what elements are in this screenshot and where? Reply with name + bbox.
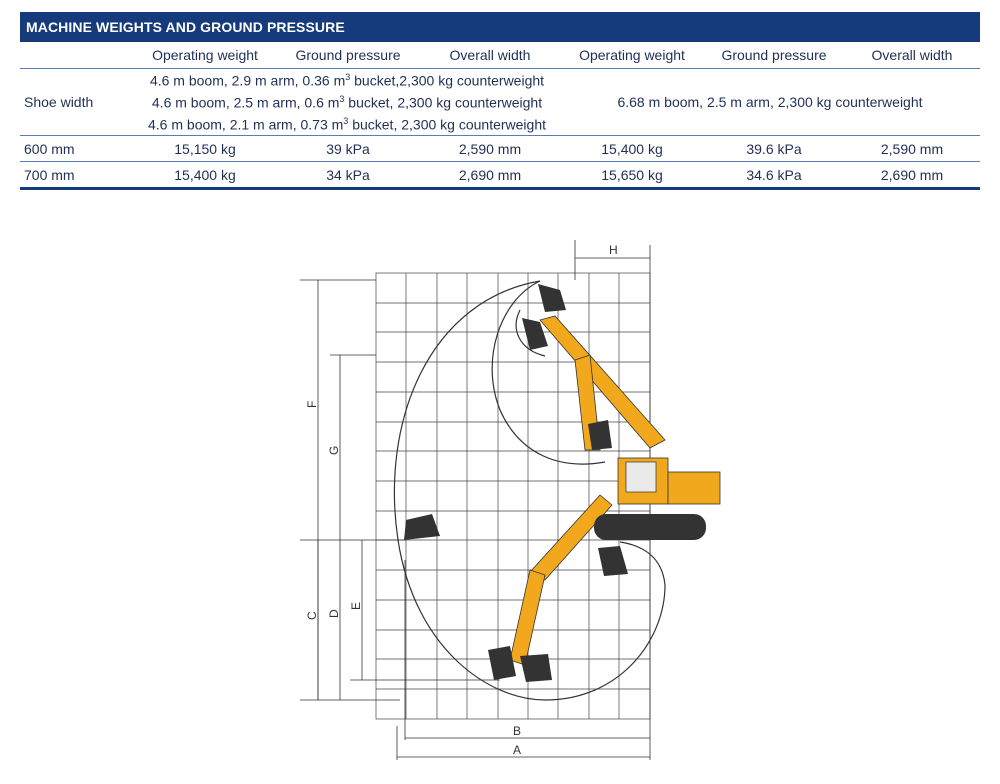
grid: [376, 273, 650, 719]
header-operating-weight-2: Operating weight: [560, 42, 704, 69]
header-ground-pressure-1: Ground pressure: [276, 42, 420, 69]
weights-table: [20, 42, 980, 190]
config-row-1: [20, 69, 980, 92]
table-row: [20, 136, 980, 162]
shoe-width-label: Shoe width: [20, 69, 134, 136]
header-ground-pressure-2: Ground pressure: [704, 42, 844, 69]
ground-pressure-cell: 34.6 kPa: [704, 162, 844, 189]
operating-weight-cell: 15,650 kg: [560, 162, 704, 189]
header-empty: [20, 42, 134, 69]
section-title: MACHINE WEIGHTS AND GROUND PRESSURE: [20, 12, 980, 42]
operating-weight-cell: 15,400 kg: [560, 136, 704, 162]
ground-pressure-cell: 39 kPa: [276, 136, 420, 162]
config-left-1: 4.6 m boom, 2.9 m arm, 0.36 $m^3$ bucket,2,300 kg counterweight: [149, 71, 545, 89]
dimension-label-H: H: [609, 243, 618, 257]
ground-pressure-cell: 39.6 kPa: [704, 136, 844, 162]
header-overall-width-2: Overall width: [844, 42, 980, 69]
dimension-label-G: G: [327, 445, 341, 455]
shoe-width-cell: 600 mm: [20, 136, 134, 162]
operating-weight-cell: 15,150 kg: [134, 136, 276, 162]
overall-width-cell: 2,690 mm: [420, 162, 560, 189]
table-row: [20, 162, 980, 189]
excavator-illustration: [404, 284, 720, 682]
overall-width-cell: 2,690 mm: [844, 162, 980, 189]
shoe-width-cell: 700 mm: [20, 162, 134, 189]
dimension-label-E: E: [349, 601, 363, 610]
dimension-label-F: F: [305, 400, 319, 408]
operating-weight-cell: 15,400 kg: [134, 162, 276, 189]
table-header-row: [20, 42, 980, 69]
dimension-label-B: B: [513, 724, 522, 738]
dimension-label-A: A: [513, 743, 522, 757]
config-left-2: 4.6 m boom, 2.5 m arm, 0.6 $m^3$ bucket, 2,300 kg counterweight: [151, 93, 543, 111]
ground-pressure-cell: 34 kPa: [276, 162, 420, 189]
overall-width-cell: 2,590 mm: [420, 136, 560, 162]
reach-envelope: [394, 281, 665, 700]
header-operating-weight-1: Operating weight: [134, 42, 276, 69]
overall-width-cell: 2,590 mm: [844, 136, 980, 162]
dimension-label-C: C: [305, 611, 319, 620]
header-overall-width-1: Overall width: [420, 42, 560, 69]
config-right: 6.68 m boom, 2.5 m arm, 2,300 kg counterweight: [560, 69, 980, 136]
dimension-lines: [300, 240, 650, 760]
config-left-3: 4.6 m boom, 2.1 m arm, 0.73 $m^3$ bucket, 2,300 kg counterweight: [134, 113, 560, 136]
dimension-label-D: D: [327, 609, 341, 618]
